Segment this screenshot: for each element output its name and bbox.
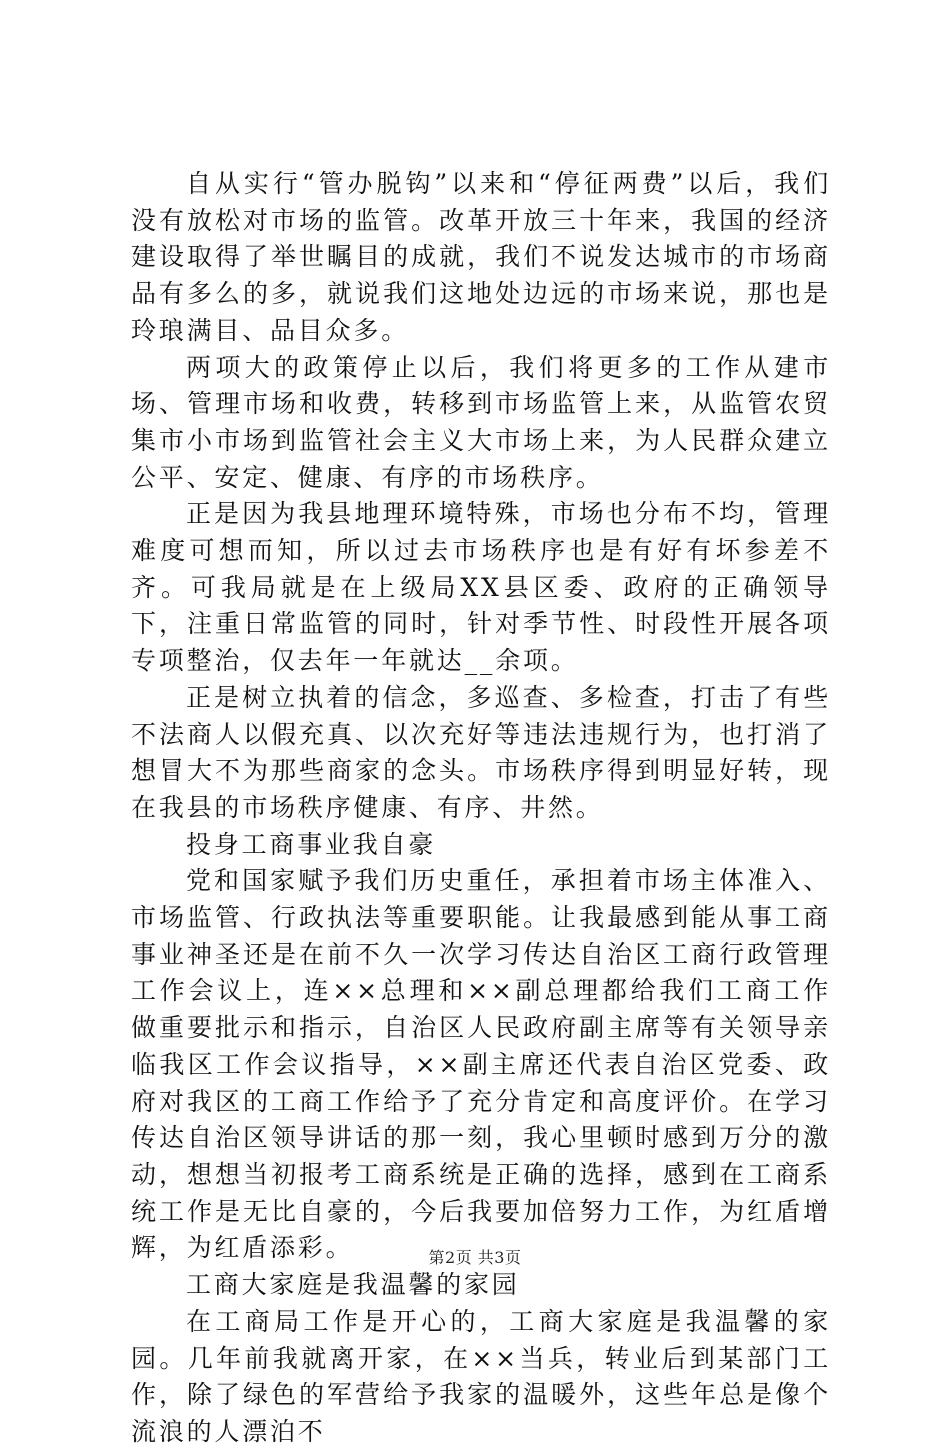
paragraph-regulation-history: 自从实行“管办脱钩”以来和“停征两费”以后，我们没有放松对市场的监管。改革开放三十年来，我国的经济建设取得了举世瞩目的成就，我们不说发达城市的市场商品有多么的多，就说我们这地处边远的市场来说，那也是玲琅满目、品目众多。 — [131, 169, 831, 345]
paragraph-home: 在工商局工作是开心的，工商大家庭是我温馨的家园。几年前我就离开家，在××当兵，转业后到某部门工作，除了绿色的军营给予我家的温暖外，这些年总是像个流浪的人漂泊不 — [131, 1306, 831, 1446]
page-number-footer: 第2页 共3页 — [428, 1248, 522, 1267]
section-heading-family: 工商大家庭是我温馨的家园 — [186, 1270, 520, 1300]
section-heading-pride: 投身工商事业我自豪 — [186, 829, 437, 859]
paragraph-market-order: 正是因为我县地理环境特殊，市场也分布不均，管理难度可想而知，所以过去市场秩序也是有好有坏参差不齐。可我局就是在上级局XX县区委、政府的正确领导下，注重日常监管的同时，针对季节性、时段性开展各项专项整治，仅去年一年就达__余项。 — [131, 499, 831, 676]
paragraph-policy-shift: 两项大的政策停止以后，我们将更多的工作从建市场、管理市场和收费，转移到市场监管上来，从监管农贸集市小市场到监管社会主义大市场上来，为人民群众建立公平、安定、健康、有序的市场秩序。 — [131, 352, 831, 492]
paragraph-enforcement: 正是树立执着的信念，多巡查、多检查，打击了有些不法商人以假充真、以次充好等违法违规行为，也打消了想冒大不为那些商家的念头。市场秩序得到明显好转，现在我县的市场秩序健康、有序、井然。 — [131, 682, 831, 822]
paragraph-mission: 党和国家赋予我们历史重任，承担着市场主体准入、市场监管、行政执法等重要职能。让我最感到能从事工商事业神圣还是在前不久一次学习传达自治区工商行政管理工作会议上，连××总理和××副总理都给我们工商工作做重要批示和指示，自治区人民政府副主席等有关领导亲临我区工作会议指导，××副主席还代表自治区党委、政府对我区的工商工作给予了充分肯定和高度评价。在学习传达自治区领导讲话的那一刻，我心里顿时感到万分的激动，想想当初报考工商系统是正确的选择，感到在工商系统工作是无比自豪的，今后我要加倍努力工作，为红盾增辉，为红盾添彩。 — [131, 866, 831, 1263]
